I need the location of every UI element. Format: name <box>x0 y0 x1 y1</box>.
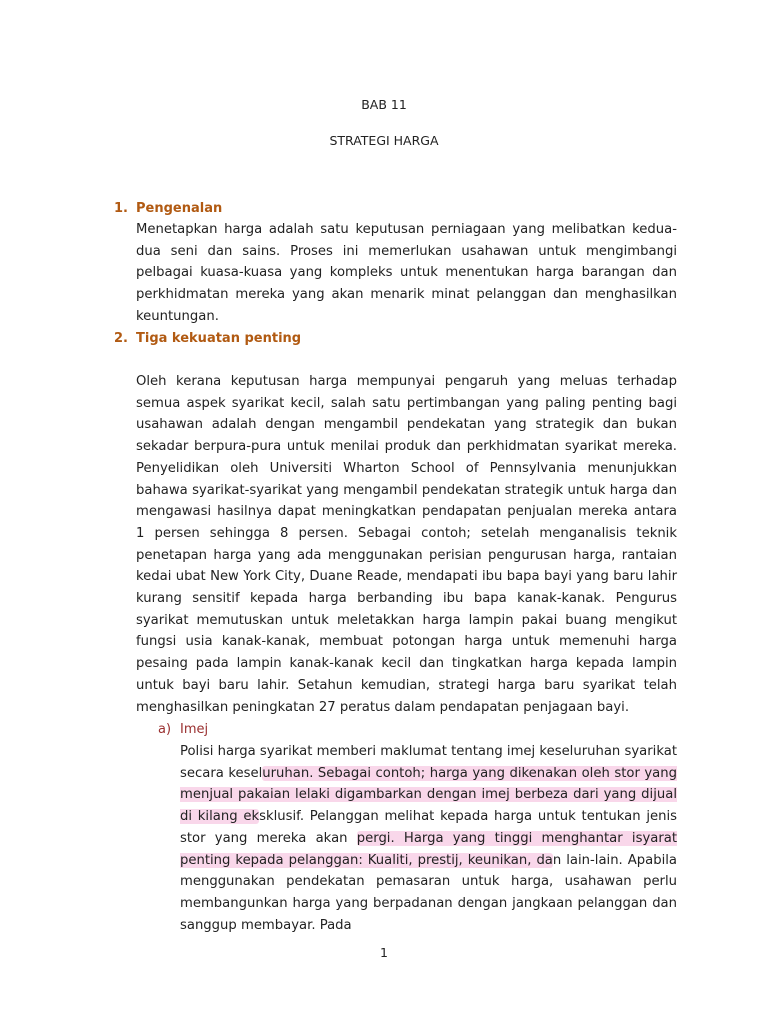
page-title: STRATEGI HARGA <box>329 133 439 148</box>
section-heading-tiga-kekuatan <box>114 328 674 350</box>
section-title: Tiga kekuatan penting <box>136 331 302 346</box>
subsection-body-imej <box>180 741 677 936</box>
subsection-heading-imej <box>158 719 208 741</box>
section-body-pengenalan: Menetapkan harga adalah satu keputusan perniagaan yang melibatkan kedua-dua seni dan sains. Proses ini memerlukan usahawan untuk mengimbangi pelbagai kuasa-kuasa yang kompleks untuk menentukan harga barangan dan perkhidmatan mereka yang akan menarik minat pelanggan dan menghasilkan keuntungan. <box>136 222 677 324</box>
body-text: Polisi harga syarikat memberi maklumat tentang imej keseluruhan syarikat secara kesel <box>180 744 677 781</box>
highlighted-text: pergi. Harga yang tinggi menghantar isyarat penting kepada pelanggan: Kualiti, prestij, keunikan, da <box>180 830 678 868</box>
section-body-tiga-kekuatan: Oleh kerana keputusan harga mempunyai pengaruh yang meluas terhadap semua aspek syarikat kecil, salah satu pertimbangan yang paling penting bagi usahawan adalah dengan mengambil pendekatan yang strategik dan bukan sekadar berpura-pura untuk menilai produk dan perkhidmatan syarikat mereka. Penyelidikan oleh Universiti Wharton School of Pennsylvania menunjukkan bahawa syarikat-syarikat yang mengambil pendekatan strategik untuk harga dan mengawasi hasilnya dapat meningkatkan pendapatan penjualan mereka antara 1 persen sehingga 8 persen. Sebagai contoh; setelah menganalisis teknik penetapan harga yang ada menggunakan perisian pengurusan harga, rantaian kedai ubat New York City, Duane Reade, mendapati ibu bapa bayi yang baru lahir kurang sensitif kepada harga berbanding ibu bapa kanak-kanak. Pengurus syarikat memutuskan untuk meletakkan harga lampin pakai buang mengikut fungsi usia kanak-kanak, membuat potongan harga untuk memenuhi harga pesaing pada lampin kanak-kanak kecil dan tingkatkan harga kepada lampin untuk bayi baru lahir. Setahun kemudian, strategi harga baru syarikat telah menghasilkan peningkatan 27 peratus dalam pendapatan penjagaan bayi. <box>136 374 677 715</box>
section-title: Pengenalan <box>136 201 223 216</box>
chapter-label: BAB 11 <box>361 97 407 112</box>
subsection-letter: a) <box>158 722 172 737</box>
body-text: n lain-lain. Apabila menggunakan pendekatan pemasaran untuk harga, usahawan perlu membangunkan harga yang berpadanan dengan jangkaan pelanggan dan sanggup membayar. Pada <box>180 852 677 933</box>
section-number: 2. <box>114 331 128 346</box>
body-text: sklusif. Pelanggan melihat kepada harga untuk tentukan jenis stor yang mereka akan <box>180 809 677 846</box>
subsection-title: Imej <box>180 722 209 737</box>
highlighted-text: uruhan. Sebagai contoh; harga yang dikenakan oleh stor yang menjual pakaian lelaki digambarkan dengan imej berbeza dari yang dijual di kilang ek <box>180 765 677 825</box>
page-number: 1 <box>380 945 388 960</box>
section-heading-pengenalan <box>114 198 674 220</box>
section-number: 1. <box>114 201 128 216</box>
